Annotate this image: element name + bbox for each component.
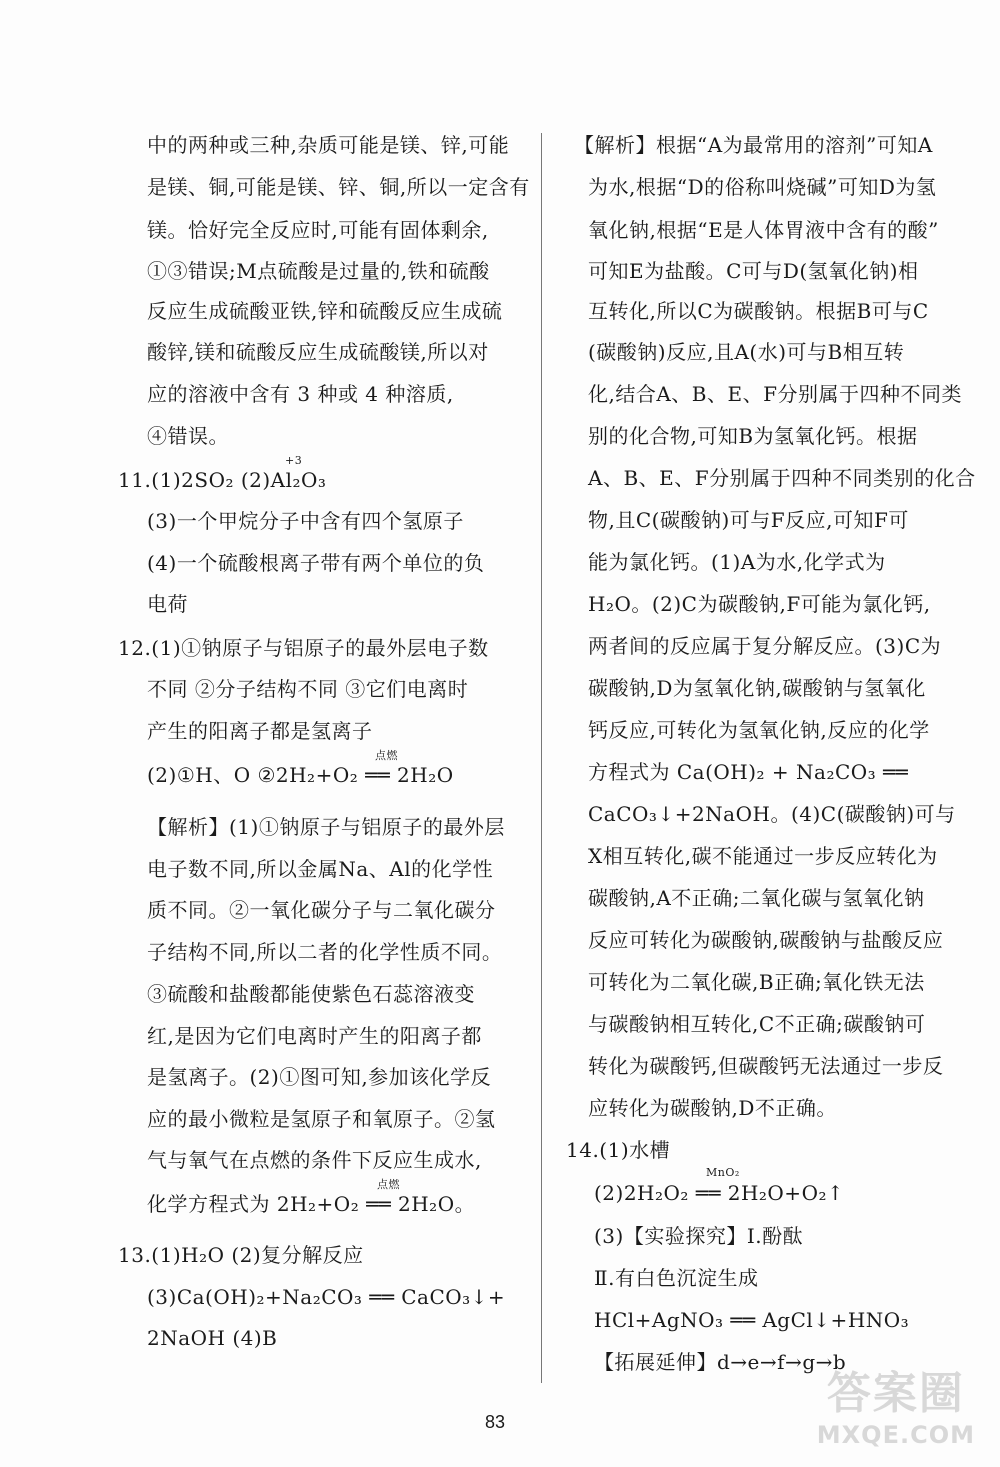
text-line: 碳酸钠,A不正确;二氧化碳与氢氧化钠 xyxy=(588,886,925,910)
text-line: 应转化为碳酸钠,D不正确。 xyxy=(588,1096,837,1120)
text-line: 气与氧气在点燃的条件下反应生成水, xyxy=(147,1148,482,1172)
text-line: (3)一个甲烷分子中含有四个氢原子 xyxy=(147,509,464,533)
equation-line: (3)Ca(OH)₂+Na₂CO₃ ══ CaCO₃↓+ xyxy=(147,1285,506,1309)
text-line: 氧化钠,根据“E是人体胃液中含有的酸” xyxy=(588,218,939,242)
watermark-logo: 答案圈 xyxy=(826,1368,965,1419)
equation-line: (2)2H₂O₂ ══ 2H₂O+O₂↑ xyxy=(594,1181,845,1205)
text-line: 酸锌,镁和硫酸反应生成硫酸镁,所以对 xyxy=(147,340,489,364)
text-line: 与碳酸钠相互转化,C不正确;碳酸钠可 xyxy=(588,1012,926,1036)
text-line: 能为氯化钙。(1)A为水,化学式为 xyxy=(588,550,886,574)
text-line: 碳酸钠,D为氢氧化钠,碳酸钠与氢氧化 xyxy=(588,676,926,700)
text-line: (3)【实验探究】Ⅰ.酚酞 xyxy=(594,1224,804,1248)
reaction-condition: 点燃 xyxy=(375,749,398,762)
text-line: 钙反应,可转化为氢氧化钠,反应的化学 xyxy=(588,718,930,742)
text-line: Ⅱ.有白色沉淀生成 xyxy=(594,1266,759,1290)
text-line: 化,结合A、B、E、F分别属于四种不同类 xyxy=(588,382,962,406)
text-line: ④错误。 xyxy=(147,424,229,448)
page-number: 83 xyxy=(485,1412,506,1432)
text-line: 质不同。②一氧化碳分子与二氧化碳分 xyxy=(147,898,496,922)
text-line: H₂O。(2)C为碳酸钠,F可能为氯化钙, xyxy=(588,592,931,616)
equation-line: 方程式为 Ca(OH)₂ + Na₂CO₃ ══ xyxy=(588,760,909,784)
text-line: 可知E为盐酸。C可与D(氢氧化钠)相 xyxy=(588,259,919,283)
text-line: 反应可转化为碳酸钠,碳酸钠与盐酸反应 xyxy=(588,928,944,952)
watermark-url: MXQE.COM xyxy=(816,1421,975,1449)
text-line: 是氢离子。(2)①图可知,参加该化学反 xyxy=(147,1065,492,1089)
question-12: 12.(1)①钠原子与铝原子的最外层电子数 xyxy=(118,636,489,660)
text-line: 电子数不同,所以金属Na、Al的化学性 xyxy=(147,857,494,881)
text-line: 别的化合物,可知B为氢氧化钙。根据 xyxy=(588,424,918,448)
text-line: 应的溶液中含有 3 种或 4 种溶质, xyxy=(147,382,454,406)
reaction-condition: 点燃 xyxy=(377,1178,400,1191)
text-line: (碳酸钠)反应,且A(水)可与B相互转 xyxy=(588,340,905,364)
text-line: X相互转化,碳不能通过一步反应转化为 xyxy=(588,844,938,868)
text-line: 镁。恰好完全反应时,可能有固体剩余, xyxy=(147,218,489,242)
text-line: 为水,根据“D的俗称叫烧碱”可知D为氢 xyxy=(588,175,937,199)
text-line: 两者间的反应属于复分解反应。(3)C为 xyxy=(588,634,942,658)
text-line: 可转化为二氧化碳,B正确;氧化铁无法 xyxy=(588,970,925,994)
text-line: 子结构不同,所以二者的化学性质不同。 xyxy=(147,940,503,964)
text-line: 中的两种或三种,杂质可能是镁、锌,可能 xyxy=(147,133,510,157)
equation-line: (2)①H、O ②2H₂+O₂ ══ 2H₂O xyxy=(147,763,454,787)
text-line: 物,且C(碳酸钠)可与F反应,可知F可 xyxy=(588,508,909,532)
text-line: 2NaOH (4)B xyxy=(147,1326,278,1350)
text-line: 应的最小微粒是氢原子和氧原子。②氢 xyxy=(147,1107,496,1131)
equation-line: HCl+AgNO₃ ══ AgCl↓+HNO₃ xyxy=(594,1308,910,1332)
question-14: 14.(1)水槽 xyxy=(566,1138,671,1162)
text-line: ①③错误;M点硫酸是过量的,铁和硫酸 xyxy=(147,259,490,283)
watermark xyxy=(817,1357,975,1449)
text-line: 【拓展延伸】d→e→f→g→b xyxy=(594,1350,847,1374)
text-line: (4)一个硫酸根离子带有两个单位的负 xyxy=(147,551,485,575)
text-line: 互转化,所以C为碳酸钠。根据B可与C xyxy=(588,299,929,323)
text-line: ③硫酸和盐酸都能使紫色石蕊溶液变 xyxy=(147,982,475,1006)
text-line: 产生的阳离子都是氢离子 xyxy=(147,719,373,743)
analysis-line: 【解析】(1)①钠原子与铝原子的最外层 xyxy=(147,815,505,839)
question-13: 13.(1)H₂O (2)复分解反应 xyxy=(118,1243,364,1267)
text-line: 红,是因为它们电离时产生的阳离子都 xyxy=(147,1024,482,1048)
text-line: A、B、E、F分别属于四种不同类别的化合 xyxy=(588,466,976,490)
text-line: 电荷 xyxy=(147,592,188,616)
text-line: 反应生成硫酸亚铁,锌和硫酸反应生成硫 xyxy=(147,299,503,323)
text-line: 转化为碳酸钙,但碳酸钙无法通过一步反 xyxy=(588,1054,944,1078)
text-line: 是镁、铜,可能是镁、锌、铜,所以一定含有 xyxy=(147,175,530,199)
question-11: 11.(1)2SO₂ (2)Al₂O₃ xyxy=(118,468,327,492)
column-divider xyxy=(541,133,542,1383)
reaction-condition: MnO₂ xyxy=(706,1166,740,1179)
text-line: 不同 ②分子结构不同 ③它们电离时 xyxy=(147,677,469,701)
oxidation-state: +3 xyxy=(285,454,303,467)
analysis-line: 【解析】根据“A为最常用的溶剂”可知A xyxy=(574,133,933,157)
text-line: CaCO₃↓+2NaOH。(4)C(碳酸钠)可与 xyxy=(588,802,956,826)
equation-line: 化学方程式为 2H₂+O₂ ══ 2H₂O。 xyxy=(147,1192,476,1216)
